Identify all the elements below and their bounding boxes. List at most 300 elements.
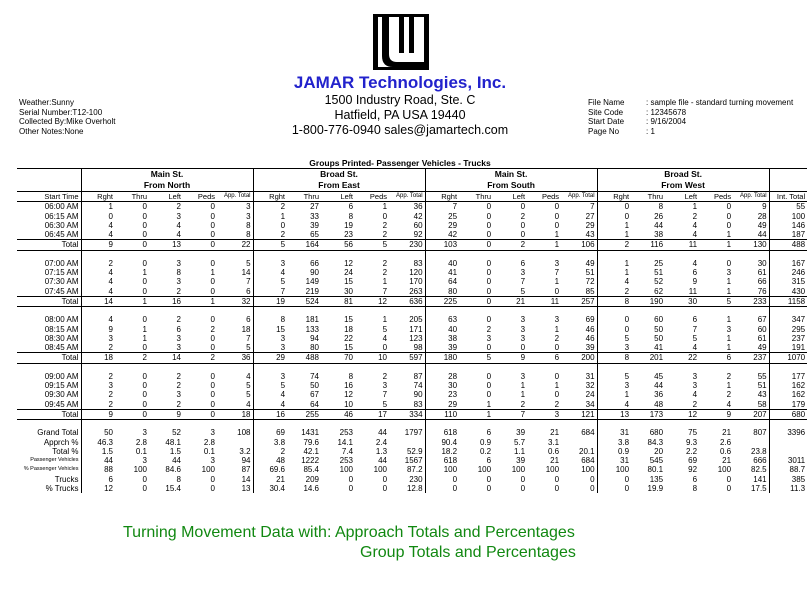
report-info-right [588, 98, 793, 136]
row-label: 06:30 AM [44, 220, 79, 230]
table-row [17, 334, 807, 343]
table-cell: 16 [149, 296, 183, 306]
table-cell: 5 [217, 390, 253, 399]
south-app-total-header: App. Total [561, 192, 597, 202]
table-cell: 15 [344, 277, 354, 287]
table-cell: 27 [561, 212, 597, 221]
table-cell: 0 [210, 258, 215, 268]
table-cell: 17.5 [733, 484, 769, 493]
table-cell: 8 [348, 371, 354, 381]
table-cell: 80 [425, 287, 459, 297]
table-cell: 34 [561, 400, 597, 410]
table-cell: 225 [425, 296, 459, 306]
table-cell: 191 [791, 343, 806, 353]
table-cell: 0 [210, 381, 215, 391]
table-cell: 120 [389, 268, 425, 277]
table-cell: 3 [176, 258, 181, 268]
table-cell: 0 [210, 277, 215, 287]
table-row [17, 325, 807, 334]
table-cell: 29 [253, 353, 287, 363]
table-cell: 0.1 [203, 446, 215, 456]
table-cell: 4 [81, 287, 115, 297]
table-cell: 30.4 [253, 484, 287, 493]
table-cell: 0 [142, 258, 147, 268]
table-cell: 295 [791, 324, 806, 334]
table-cell: 29 [561, 221, 597, 230]
table-cell: 3 [692, 381, 698, 391]
table-cell: 4 [692, 258, 698, 268]
table-cell: 19.9 [647, 484, 664, 494]
table-cell: 0 [486, 277, 492, 287]
table-cell: 3 [597, 381, 631, 390]
table-cell: 1.3 [375, 446, 388, 456]
table-cell: 0 [520, 202, 526, 212]
table-cell: 44 [654, 220, 664, 230]
table-cell: 44 [378, 428, 388, 438]
table-cell: 15 [253, 325, 287, 334]
table-cell: 0 [142, 390, 147, 400]
table-cell: 263 [389, 287, 425, 297]
table-cell: 4 [81, 230, 115, 240]
table-cell: 43 [733, 390, 769, 399]
table-cell: 55 [796, 202, 806, 212]
spacer-row [17, 307, 807, 316]
table-cell: 5 [217, 381, 253, 390]
table-cell: 90 [389, 390, 425, 399]
row-label: 07:15 AM [44, 268, 79, 278]
row-label: % Trucks [45, 484, 79, 494]
table-cell: 177 [791, 371, 806, 381]
table-cell: 33 [310, 211, 320, 221]
table-cell: 6 [486, 456, 492, 466]
table-cell: 30 [733, 259, 769, 268]
table-cell: 100 [339, 465, 354, 475]
table-cell: 4 [81, 277, 115, 286]
table-cell: 48 [253, 456, 287, 465]
table-cell: 200 [561, 353, 597, 363]
table-cell: 4 [382, 333, 388, 343]
table-cell: 15 [344, 343, 354, 353]
table-cell: 14 [81, 296, 115, 306]
table-cell: 597 [389, 353, 425, 363]
approach-east-dir: From East [253, 180, 425, 192]
table-cell: 44 [378, 456, 388, 466]
north-peds-header: Peds [183, 192, 217, 202]
south-rght-header: Rght [425, 192, 459, 202]
table-cell [217, 438, 253, 447]
table-cell: 255 [287, 409, 321, 419]
table-cell: 2 [520, 399, 526, 409]
table-cell: 0.1 [135, 446, 147, 456]
table-cell: 149 [305, 277, 320, 287]
table-cell: 23 [344, 230, 354, 240]
groups-printed-title: Groups Printed- Passenger Vehicles - Trucks [309, 158, 491, 168]
table-cell: 100 [201, 465, 215, 475]
table-cell: 1070 [769, 353, 807, 363]
table-cell: 24 [344, 268, 354, 278]
approach-direction-row [17, 180, 807, 192]
table-cell: 3 [142, 456, 147, 466]
approach-south-street: Main St. [425, 169, 597, 181]
table-cell: 179 [791, 399, 806, 409]
table-cell: 44 [81, 456, 115, 465]
table-cell: 0 [554, 371, 560, 381]
table-cell: 80.1 [647, 465, 664, 475]
table-cell: 69 [561, 315, 597, 324]
table-cell: 253 [339, 428, 354, 438]
table-cell: 60 [389, 221, 425, 230]
table-cell: 100 [373, 465, 388, 475]
east-left-header: Left [321, 192, 355, 202]
approach-street-row [17, 169, 807, 181]
row-label: 09:30 AM [44, 390, 79, 400]
row-label: Apprch % [43, 437, 79, 447]
table-cell: 100 [597, 465, 631, 474]
table-cell: 2.8 [203, 437, 215, 447]
table-body [17, 202, 807, 494]
table-cell: 100 [425, 465, 459, 474]
table-cell: 1 [554, 230, 560, 240]
jamar-logo [373, 14, 429, 70]
table-cell: 8 [176, 474, 181, 484]
table-cell: 3396 [787, 428, 806, 438]
table-cell: 27 [310, 202, 320, 212]
total-row [17, 409, 807, 419]
weather-info: Weather:Sunny [19, 98, 74, 107]
table-cell: 3 [726, 268, 732, 278]
table-cell: 0 [554, 343, 560, 353]
table-cell: 21 [253, 475, 287, 484]
table-cell: 39 [425, 343, 459, 353]
table-cell: 0 [210, 220, 215, 230]
table-row [17, 438, 807, 447]
table-cell: 49 [561, 259, 597, 268]
table-cell: 0 [520, 484, 526, 494]
table-row [17, 372, 807, 381]
table-cell: 11.3 [790, 484, 806, 494]
table-cell: 162 [791, 381, 806, 391]
turning-movement-table [17, 168, 807, 493]
table-cell: 100 [511, 465, 526, 475]
table-cell: 50 [654, 333, 664, 343]
table-cell: 39 [516, 456, 526, 466]
table-cell: 5 [253, 381, 287, 390]
table-cell: 1 [142, 324, 147, 334]
row-label: 08:00 AM [44, 315, 79, 325]
table-cell [389, 438, 425, 447]
table-cell: 3 [554, 315, 560, 325]
page-number-info: Page No : 1 [588, 126, 655, 136]
table-cell: 0 [382, 343, 388, 353]
table-cell: 1 [142, 333, 147, 343]
table-cell: 0 [520, 230, 526, 240]
table-cell: 488 [287, 353, 321, 363]
table-cell: 70 [321, 353, 355, 363]
table-cell: 0 [486, 258, 492, 268]
table-cell: 130 [733, 240, 769, 250]
table-cell [561, 438, 597, 447]
table-cell: 0 [382, 474, 388, 484]
table-cell: 2 [382, 258, 388, 268]
table-cell: 5 [217, 259, 253, 268]
table-row [17, 221, 807, 230]
table-cell: 7 [382, 390, 388, 400]
company-name: JAMAR Technologies, Inc. [293, 73, 507, 92]
table-cell: 0 [142, 277, 147, 287]
table-cell: 2 [176, 381, 181, 391]
table-cell: 1 [81, 202, 115, 212]
table-cell: 9 [692, 277, 698, 287]
table-cell: 2 [176, 202, 181, 212]
table-cell: 201 [631, 353, 665, 363]
table-cell: 0 [486, 202, 492, 212]
table-cell: 26 [654, 211, 664, 221]
table-cell: 12 [81, 484, 115, 493]
table-cell: 0 [210, 315, 215, 325]
table-cell: 4 [253, 400, 287, 410]
table-cell: 0 [486, 220, 492, 230]
row-label: 08:30 AM [44, 333, 79, 343]
row-label: Total % [52, 446, 79, 456]
table-cell: 21 [722, 456, 732, 466]
site-code-info: Site Code : 12345678 [588, 107, 687, 117]
table-cell: 2 [253, 202, 287, 212]
table-cell: 18 [217, 325, 253, 334]
table-cell: 173 [631, 409, 665, 419]
table-cell: 10 [355, 353, 389, 363]
table-cell: 69 [688, 456, 698, 466]
table-cell: 40 [425, 259, 459, 268]
table-cell: 3 [217, 212, 253, 221]
total-row [17, 240, 807, 250]
table-cell: 209 [305, 474, 320, 484]
table-cell: 52 [172, 428, 181, 438]
table-cell: 2 [486, 324, 492, 334]
table-cell: 2 [597, 287, 631, 297]
table-cell: 3011 [787, 456, 806, 466]
north-app-total-header: App. Total [217, 192, 253, 202]
table-cell: 0 [597, 325, 631, 334]
table-cell: 0 [382, 484, 388, 494]
table-cell: 51 [733, 381, 769, 390]
column-header-row [17, 192, 807, 202]
table-cell: 0 [554, 220, 560, 230]
table-cell: 88 [81, 465, 115, 474]
table-cell: 3 [597, 343, 631, 353]
table-cell: 42 [389, 212, 425, 221]
table-cell: 39 [516, 428, 526, 438]
table-cell: 64 [425, 277, 459, 286]
table-cell: 2 [726, 390, 732, 400]
table-cell: 0 [253, 221, 287, 230]
table-cell: 5 [597, 372, 631, 381]
table-cell: 237 [733, 353, 769, 363]
table-cell: 69 [253, 428, 287, 437]
table-cell: 1 [142, 268, 147, 278]
table-cell: 7 [217, 277, 253, 286]
table-cell: 253 [339, 456, 354, 466]
table-cell: 6 [527, 353, 561, 363]
table-cell: 9 [733, 202, 769, 212]
table-cell: 64 [310, 399, 320, 409]
table-cell: 42 [425, 230, 459, 240]
table-cell: 1 [726, 381, 732, 391]
table-cell: 12 [344, 258, 354, 268]
table-cell: 21 [550, 428, 560, 438]
table-cell: 84.6 [165, 465, 181, 475]
table-cell: 1 [382, 315, 388, 325]
row-label: 06:00 AM [44, 202, 79, 212]
table-cell: 31 [561, 372, 597, 381]
table-cell: 2 [115, 353, 149, 363]
table-cell: 0 [115, 409, 149, 419]
table-cell: 32 [561, 381, 597, 390]
table-cell: 100 [133, 465, 147, 475]
table-cell: 164 [287, 240, 321, 250]
table-cell: 65 [310, 230, 320, 240]
east-peds-header: Peds [355, 192, 389, 202]
table-cell: 2 [176, 399, 181, 409]
table-cell: 5 [699, 296, 733, 306]
table-cell: 67 [733, 315, 769, 324]
table-cell: 12 [344, 390, 354, 400]
table-cell: 28 [733, 212, 769, 221]
table-cell: 108 [217, 428, 253, 437]
table-cell: 1 [253, 212, 287, 221]
table-cell: 0 [486, 381, 492, 391]
table-cell: 18.2 [425, 447, 459, 456]
table-cell: 1 [527, 240, 561, 250]
table-cell: 29 [425, 400, 459, 410]
table-cell: 55 [733, 372, 769, 381]
table-cell: 16 [253, 409, 287, 419]
table-cell: 7 [425, 202, 459, 212]
table-cell: 0 [520, 474, 526, 484]
table-cell: 22 [665, 353, 699, 363]
table-cell: 19 [344, 220, 354, 230]
table-cell: 9 [81, 240, 115, 250]
table-cell: 100 [791, 211, 806, 221]
table-cell: 1 [115, 296, 149, 306]
table-cell: 21 [550, 456, 560, 466]
table-cell: 6 [486, 428, 492, 438]
caption-line-2: Group Totals and Percentages [360, 544, 576, 561]
table-cell: 85 [561, 287, 597, 297]
table-cell [769, 447, 807, 456]
table-cell: 79.6 [303, 437, 320, 447]
table-cell: 3 [81, 381, 115, 390]
table-cell: 66 [733, 277, 769, 286]
table-cell: 230 [389, 475, 425, 484]
table-cell: 6 [520, 258, 526, 268]
table-cell: 3 [520, 268, 526, 278]
west-thru-header: Thru [631, 192, 665, 202]
table-cell: 0 [486, 315, 492, 325]
table-cell: 72 [561, 277, 597, 286]
table-cell: 1 [486, 399, 492, 409]
caption-line-1: Turning Movement Data with: Approach Totals and Percentages [123, 524, 575, 541]
approach-north-street: Main St. [81, 169, 253, 181]
table-cell: 2 [382, 268, 388, 278]
table-cell: 110 [425, 409, 459, 419]
table-cell: 0 [486, 286, 492, 296]
contact-line: 1-800-776-0940 sales@jamartech.com [291, 123, 509, 137]
table-cell: 8 [597, 353, 631, 363]
table-cell: 0 [183, 409, 217, 419]
table-cell: 88.7 [789, 465, 806, 475]
table-cell: 2 [726, 371, 732, 381]
table-cell: 7 [692, 324, 698, 334]
table-cell: 80 [310, 343, 320, 353]
table-cell: 545 [649, 456, 664, 466]
table-cell: 1 [597, 268, 631, 277]
table-cell: 0 [486, 390, 492, 400]
table-cell: 2.8 [135, 437, 147, 447]
table-cell: 0 [210, 211, 215, 221]
table-cell: 636 [389, 296, 425, 306]
table-cell: 2 [81, 400, 115, 410]
table-cell: 76 [733, 287, 769, 297]
table-cell: 1.1 [513, 446, 526, 456]
table-cell: 46 [321, 409, 355, 419]
table-row [17, 400, 807, 410]
table-cell: 2.2 [685, 446, 698, 456]
table-cell: 0 [210, 202, 215, 212]
row-label: Total [17, 240, 81, 250]
table-row [17, 315, 807, 324]
table-cell: 3 [176, 343, 181, 353]
start-time-header: Start Time [17, 192, 81, 202]
table-cell: 3 [142, 428, 147, 438]
table-cell: 0 [142, 211, 147, 221]
table-cell: 5 [253, 277, 287, 286]
address-line-2: Hatfield, PA USA 19440 [334, 108, 466, 122]
row-label: Total [17, 353, 81, 363]
table-cell: 21 [493, 296, 527, 306]
table-cell: 2 [81, 390, 115, 399]
table-cell: 1 [554, 277, 560, 287]
table-cell: 48 [654, 399, 664, 409]
table-cell: 0 [726, 211, 732, 221]
row-label: Total [17, 409, 81, 419]
table-cell: 100 [561, 465, 597, 474]
table-cell: 0 [183, 240, 217, 250]
table-cell: 58 [733, 400, 769, 410]
table-cell: 0 [348, 484, 354, 494]
table-cell: 4 [692, 230, 698, 240]
table-cell: 3 [176, 277, 181, 287]
table-cell: 31 [597, 428, 631, 437]
table-cell: 94 [217, 456, 253, 465]
table-cell: 0.9 [597, 447, 631, 456]
table-cell: 7.4 [341, 446, 354, 456]
table-row [17, 268, 807, 277]
table-cell: 51 [561, 268, 597, 277]
table-cell: 69.6 [253, 465, 287, 474]
table-cell: 3 [217, 202, 253, 212]
table-row [17, 212, 807, 221]
table-row [17, 484, 807, 493]
table-cell: 25 [425, 212, 459, 221]
table-cell: 0 [561, 475, 597, 484]
east-thru-header: Thru [287, 192, 321, 202]
table-cell: 1158 [769, 296, 807, 306]
table-cell: 4 [81, 315, 115, 324]
table-cell: 237 [791, 333, 806, 343]
table-cell: 0 [348, 474, 354, 484]
row-label: 07:45 AM [44, 286, 79, 296]
table-cell: 5 [692, 333, 698, 343]
